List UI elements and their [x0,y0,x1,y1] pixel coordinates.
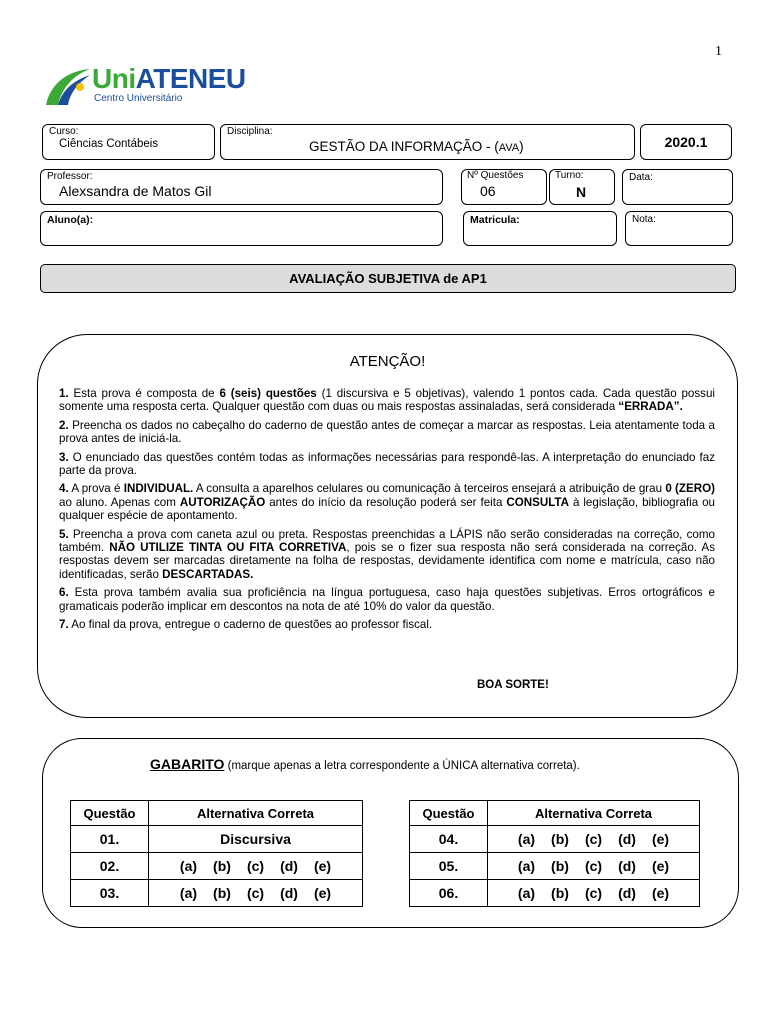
answer-table-right [409,800,700,907]
answer-option[interactable]: (c) [584,858,603,874]
disciplina-box [220,124,635,160]
good-luck-text: BOA SORTE! [477,679,549,691]
rule-text: “ERRADA”. [618,400,683,414]
answer-option[interactable]: (c) [246,885,265,901]
answer-table-left [70,800,363,907]
rule-text: Ao final da prova, entregue o caderno de questões ao professor fiscal. [68,618,433,632]
answer-option[interactable]: (b) [551,885,569,901]
matricula-label: Matricula: [470,214,520,226]
answer-option[interactable]: (e) [651,831,670,847]
period-box [640,124,732,160]
answer-options [149,853,363,880]
answer-option[interactable]: (d) [280,858,298,874]
professor-value: Alexsandra de Matos Gil [59,183,212,199]
discursive-label: Discursiva [149,826,363,853]
answer-options [149,880,363,907]
question-number: 05. [410,853,488,880]
turno-box [549,169,615,205]
curso-box [42,124,215,160]
rule-text: 6 (seis) questões [219,387,317,400]
rule-text: (1 discursiva e 5 objetivas), valendo 1 pontos cada. Cada questão possui somente uma resposta certa. Qualquer questão com duas ou mais respostas assinaladas, será considerada [59,387,715,414]
nquestoes-label: Nº Questões [467,170,524,181]
professor-box [40,169,443,205]
period-value: 2020.1 [664,134,708,150]
answer-option[interactable]: (c) [584,831,603,847]
answer-option[interactable]: (d) [618,885,636,901]
answer-option[interactable]: (b) [551,858,569,874]
question-number: 02. [71,853,149,880]
rule-text: O enunciado das questões contém todas as informações necessárias para respondê-las. A interpretação do enunciado faz parte da prova. [59,450,715,478]
question-number: 06. [410,880,488,907]
answer-option[interactable]: (b) [551,831,569,847]
rule-number: 4. [59,482,69,496]
rule-text: 0 (ZERO) [665,482,715,496]
rule-item [59,451,715,478]
rule-text: antes do início da resolução poderá ser feita [265,495,507,509]
rule-text: , pois se o fizer sua resposta não será considerada na correção. As respostas devem ser marcadas diretamente na folha de respostas, devidamente identifica com nome e matrícula, caso não identificadas, serão [59,541,715,581]
curso-label: Curso: [49,126,79,137]
answer-row [410,853,700,880]
answer-key-box [42,738,739,928]
answer-option[interactable]: (c) [246,858,265,874]
disciplina-ava: AVA [498,142,520,154]
answer-option[interactable]: (b) [213,858,231,874]
question-number: 01. [71,826,149,853]
curso-value: Ciências Contábeis [59,138,159,150]
data-label: Data: [629,172,653,183]
rule-text: Esta prova é composta de [68,387,220,400]
rule-text: Preencha os dados no cabeçalho do caderno de questão antes de começar a marcar as respostas. Leia atentamente toda a prova antes de iniciá-la. [59,418,715,446]
nquestoes-value: 06 [480,183,496,199]
answer-options [488,853,700,880]
disciplina-label: Disciplina: [227,126,273,137]
rule-item [59,618,715,631]
attention-title: ATENÇÃO! [349,353,426,370]
answer-options [488,880,700,907]
rule-number: 5. [59,527,69,541]
assessment-banner: AVALIAÇÃO SUBJETIVA de AP1 [40,264,736,293]
answer-option[interactable]: (a) [517,831,536,847]
answer-row [71,826,363,853]
answer-options [488,826,700,853]
professor-label: Professor: [47,171,93,182]
rule-number: 3. [59,450,69,464]
rules-list [59,387,715,637]
rule-text: NÃO UTILIZE TINTA OU FITA CORRETIVA [109,541,347,555]
logo-ateneu-text: ATENEU [135,63,246,94]
rule-number: 7. [59,618,69,632]
rule-number: 1. [59,387,69,400]
answer-option[interactable]: (c) [584,885,603,901]
answer-row [410,880,700,907]
nquestoes-box [461,169,547,205]
nota-box [625,211,733,246]
matricula-box [463,211,617,246]
disciplina-close: ) [519,139,524,154]
answer-option[interactable]: (e) [651,858,670,874]
answer-option[interactable]: (a) [517,858,536,874]
nota-label: Nota: [632,214,656,225]
aluno-box [40,211,443,246]
rule-text: INDIVIDUAL. [123,482,194,496]
rule-item [59,528,715,582]
logo-subtitle: Centro Universitário [94,93,183,104]
rule-item [59,482,715,522]
turno-value: N [576,184,587,200]
logo-emblem-icon [44,63,96,109]
answer-key-header [150,756,580,772]
answer-key-title: GABARITO [150,756,225,772]
answer-option[interactable]: (e) [313,858,332,874]
rule-text: A prova é [68,482,124,496]
turno-label: Turno: [555,170,584,181]
answer-option[interactable]: (d) [618,858,636,874]
answer-option[interactable]: (d) [280,885,298,901]
answer-option[interactable]: (a) [179,858,198,874]
rule-item [59,586,715,613]
logo-uni-text: Uni [92,63,136,94]
page-number: 1 [715,44,722,59]
answer-column-header: Alternativa Correta [488,801,700,826]
attention-box [37,334,738,718]
answer-option[interactable]: (b) [213,885,231,901]
rule-text: A consulta a aparelhos celulares ou comunicação à terceiros ensejará a atribuição de grau [193,482,666,496]
answer-option[interactable]: (a) [517,885,536,901]
answer-column-header: Alternativa Correta [149,801,363,826]
rule-text: DESCARTADAS. [162,567,254,581]
uniateneu-logo [44,63,264,109]
answer-option[interactable]: (e) [651,885,670,901]
rule-text: Preencha a prova com caneta azul ou preta. Respostas preenchidas a LÁPIS não serão consideradas na correção, como também. [59,527,715,555]
answer-row [71,880,363,907]
answer-option[interactable]: (a) [179,885,198,901]
rule-text: ao aluno. Apenas com [59,495,180,509]
question-number: 03. [71,880,149,907]
rule-number: 2. [59,418,69,432]
question-column-header: Questão [410,801,488,826]
rule-number: 6. [59,586,69,600]
rule-item [59,419,715,446]
rule-item [59,387,715,414]
answer-option[interactable]: (d) [618,831,636,847]
disciplina-value: GESTÃO DA INFORMAÇÃO - ( [309,139,499,154]
data-box [622,169,733,205]
rule-text: CONSULTA [506,495,570,509]
question-number: 04. [410,826,488,853]
answer-key-instruction: (marque apenas a letra correspondente a ÚNICA alternativa correta). [224,760,580,772]
answer-row [410,826,700,853]
question-column-header: Questão [71,801,149,826]
answer-option[interactable]: (e) [313,885,332,901]
answer-row [71,853,363,880]
rule-text: Esta prova também avalia sua proficiência na língua portuguesa, caso haja questões subjetivas. Erros ortográficos e gramaticais poderão implicar em descontos na nota de até 10% do valor da questão. [59,586,715,613]
aluno-label: Aluno(a): [47,214,94,226]
rule-text: AUTORIZAÇÃO [179,495,266,509]
rule-text: à legislação, bibliografia ou qualquer espécie de apontamento. [59,495,715,523]
